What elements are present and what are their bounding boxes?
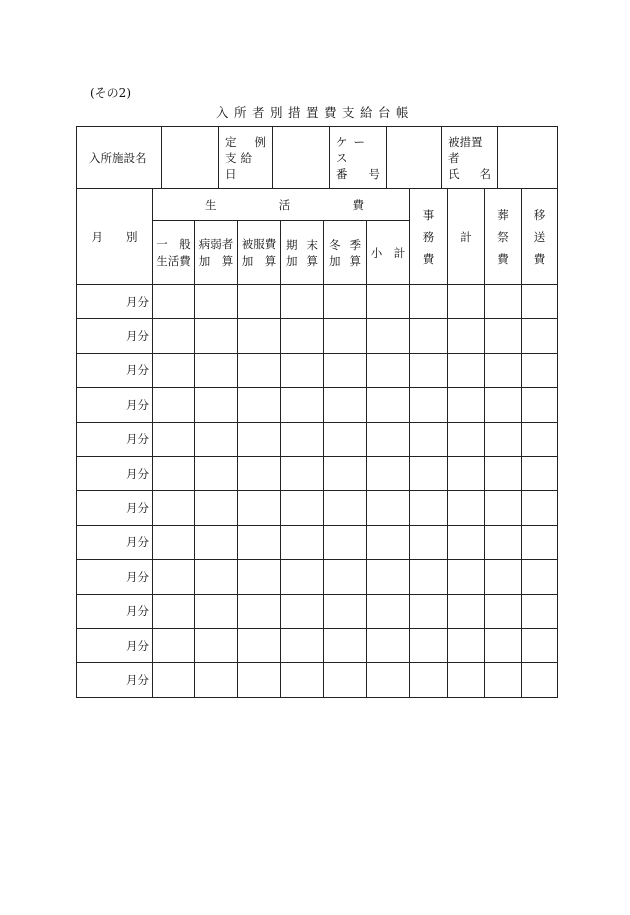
subtotal-cell[interactable] xyxy=(367,663,410,697)
sick-addition-cell[interactable] xyxy=(195,285,238,319)
winter-addition-cell[interactable] xyxy=(324,456,367,490)
total-cell[interactable] xyxy=(448,663,485,697)
transfer-expense-header: 移 送 費 xyxy=(522,189,558,285)
general-living-cell[interactable] xyxy=(153,525,195,559)
ledger-table xyxy=(76,188,558,698)
subtotal-cell[interactable] xyxy=(367,491,410,525)
subtotal-cell[interactable] xyxy=(367,353,410,387)
yearend-addition-cell[interactable] xyxy=(281,525,324,559)
transfer-expense-cell[interactable] xyxy=(522,422,558,456)
month-row-label: 月分 xyxy=(77,628,153,662)
total-cell[interactable] xyxy=(448,388,485,422)
living-expenses-header: 生 活 費 xyxy=(153,189,410,221)
winter-addition-cell[interactable] xyxy=(324,285,367,319)
funeral-expense-cell[interactable] xyxy=(485,594,522,628)
subtotal-cell[interactable] xyxy=(367,560,410,594)
clothing-addition-cell[interactable] xyxy=(238,285,281,319)
month-row-label: 月分 xyxy=(77,456,153,490)
general-living-cell[interactable] xyxy=(153,422,195,456)
table-row xyxy=(77,628,558,662)
month-row-label: 月分 xyxy=(77,422,153,456)
subtotal-cell[interactable] xyxy=(367,525,410,559)
table-row xyxy=(77,422,558,456)
transfer-expense-cell[interactable] xyxy=(522,560,558,594)
subtotal-cell[interactable] xyxy=(367,319,410,353)
funeral-expense-cell[interactable] xyxy=(485,491,522,525)
total-cell[interactable] xyxy=(448,491,485,525)
yearend-addition-cell[interactable] xyxy=(281,353,324,387)
total-header: 計 xyxy=(448,189,485,285)
clothing-addition-cell[interactable] xyxy=(238,560,281,594)
total-cell[interactable] xyxy=(448,422,485,456)
transfer-expense-cell[interactable] xyxy=(522,594,558,628)
facility-name-field[interactable] xyxy=(162,127,219,189)
clothing-addition-cell[interactable] xyxy=(238,491,281,525)
total-cell[interactable] xyxy=(448,628,485,662)
funeral-expense-header: 葬 祭 費 xyxy=(485,189,522,285)
funeral-expense-cell[interactable] xyxy=(485,560,522,594)
yearend-addition-header: 期 末 加 算 xyxy=(281,221,324,285)
payday-label: 定 例 支給日 xyxy=(219,127,273,189)
transfer-expense-cell[interactable] xyxy=(522,628,558,662)
transfer-expense-cell[interactable] xyxy=(522,491,558,525)
office-expense-cell[interactable] xyxy=(410,456,448,490)
month-row-label: 月分 xyxy=(77,525,153,559)
winter-addition-cell[interactable] xyxy=(324,663,367,697)
subtotal-header: 小 計 xyxy=(367,221,410,285)
transfer-expense-cell[interactable] xyxy=(522,388,558,422)
subtotal-cell[interactable] xyxy=(367,422,410,456)
month-column-header: 月 別 xyxy=(77,189,153,285)
transfer-expense-cell[interactable] xyxy=(522,319,558,353)
funeral-expense-cell[interactable] xyxy=(485,388,522,422)
table-row xyxy=(77,353,558,387)
transfer-expense-cell[interactable] xyxy=(522,353,558,387)
total-cell[interactable] xyxy=(448,456,485,490)
case-number-label: ケース 番 号 xyxy=(330,127,387,189)
general-living-cell[interactable] xyxy=(153,491,195,525)
clothing-addition-cell[interactable] xyxy=(238,628,281,662)
facility-name-label: 入所施設名 xyxy=(77,127,162,189)
general-living-cell[interactable] xyxy=(153,319,195,353)
sick-addition-cell[interactable] xyxy=(195,456,238,490)
transfer-expense-cell[interactable] xyxy=(522,663,558,697)
office-expense-header: 事 務 費 xyxy=(410,189,448,285)
office-expense-cell[interactable] xyxy=(410,353,448,387)
winter-addition-cell[interactable] xyxy=(324,628,367,662)
clothing-addition-cell[interactable] xyxy=(238,353,281,387)
month-row-label: 月分 xyxy=(77,491,153,525)
total-cell[interactable] xyxy=(448,319,485,353)
sick-addition-cell[interactable] xyxy=(195,319,238,353)
general-living-header: 一 般 生活費 xyxy=(153,221,195,285)
funeral-expense-cell[interactable] xyxy=(485,456,522,490)
clothing-addition-cell[interactable] xyxy=(238,456,281,490)
table-row xyxy=(77,560,558,594)
month-row-label: 月分 xyxy=(77,388,153,422)
yearend-addition-cell[interactable] xyxy=(281,628,324,662)
winter-addition-cell[interactable] xyxy=(324,525,367,559)
clothing-addition-cell[interactable] xyxy=(238,422,281,456)
general-living-cell[interactable] xyxy=(153,594,195,628)
subtotal-cell[interactable] xyxy=(367,456,410,490)
yearend-addition-cell[interactable] xyxy=(281,319,324,353)
month-row-label: 月分 xyxy=(77,560,153,594)
winter-addition-cell[interactable] xyxy=(324,594,367,628)
sick-addition-cell[interactable] xyxy=(195,491,238,525)
total-cell[interactable] xyxy=(448,353,485,387)
funeral-expense-cell[interactable] xyxy=(485,353,522,387)
yearend-addition-cell[interactable] xyxy=(281,560,324,594)
month-row-label: 月分 xyxy=(77,285,153,319)
clothing-addition-cell[interactable] xyxy=(238,388,281,422)
clothing-addition-cell[interactable] xyxy=(238,525,281,559)
table-row xyxy=(77,388,558,422)
yearend-addition-cell[interactable] xyxy=(281,491,324,525)
funeral-expense-cell[interactable] xyxy=(485,663,522,697)
table-row xyxy=(77,663,558,697)
yearend-addition-cell[interactable] xyxy=(281,663,324,697)
table-row xyxy=(77,285,558,319)
total-cell[interactable] xyxy=(448,560,485,594)
sick-addition-cell[interactable] xyxy=(195,628,238,662)
header-info-table xyxy=(76,126,558,189)
yearend-addition-cell[interactable] xyxy=(281,388,324,422)
sick-addition-cell[interactable] xyxy=(195,422,238,456)
office-expense-cell[interactable] xyxy=(410,525,448,559)
general-living-cell[interactable] xyxy=(153,663,195,697)
winter-addition-cell[interactable] xyxy=(324,491,367,525)
winter-addition-cell[interactable] xyxy=(324,388,367,422)
yearend-addition-cell[interactable] xyxy=(281,285,324,319)
total-cell[interactable] xyxy=(448,525,485,559)
sick-addition-cell[interactable] xyxy=(195,663,238,697)
month-row-label: 月分 xyxy=(77,594,153,628)
transfer-expense-cell[interactable] xyxy=(522,456,558,490)
winter-addition-cell[interactable] xyxy=(324,422,367,456)
transfer-expense-cell[interactable] xyxy=(522,525,558,559)
sick-addition-header: 病弱者 加 算 xyxy=(195,221,238,285)
yearend-addition-cell[interactable] xyxy=(281,594,324,628)
general-living-cell[interactable] xyxy=(153,285,195,319)
office-expense-cell[interactable] xyxy=(410,663,448,697)
transfer-expense-cell[interactable] xyxy=(522,285,558,319)
sick-addition-cell[interactable] xyxy=(195,353,238,387)
general-living-cell[interactable] xyxy=(153,628,195,662)
clothing-addition-cell[interactable] xyxy=(238,663,281,697)
total-cell[interactable] xyxy=(448,594,485,628)
sick-addition-cell[interactable] xyxy=(195,388,238,422)
form-number-note: (その2) xyxy=(90,86,131,100)
month-row-label: 月分 xyxy=(77,663,153,697)
clothing-addition-header: 被服費 加 算 xyxy=(238,221,281,285)
table-row xyxy=(77,525,558,559)
month-row-label: 月分 xyxy=(77,353,153,387)
clothing-addition-cell[interactable] xyxy=(238,319,281,353)
table-row xyxy=(77,491,558,525)
funeral-expense-cell[interactable] xyxy=(485,319,522,353)
month-row-label: 月分 xyxy=(77,319,153,353)
total-cell[interactable] xyxy=(448,285,485,319)
funeral-expense-cell[interactable] xyxy=(485,628,522,662)
winter-addition-cell[interactable] xyxy=(324,560,367,594)
general-living-cell[interactable] xyxy=(153,388,195,422)
winter-addition-cell[interactable] xyxy=(324,353,367,387)
sick-addition-cell[interactable] xyxy=(195,594,238,628)
case-number-field[interactable] xyxy=(387,127,442,189)
office-expense-cell[interactable] xyxy=(410,628,448,662)
office-expense-cell[interactable] xyxy=(410,560,448,594)
yearend-addition-cell[interactable] xyxy=(281,456,324,490)
document-title: 入所者別措置費支給台帳 xyxy=(215,105,414,120)
office-expense-cell[interactable] xyxy=(410,319,448,353)
table-row xyxy=(77,319,558,353)
office-expense-cell[interactable] xyxy=(410,285,448,319)
general-living-cell[interactable] xyxy=(153,353,195,387)
winter-addition-cell[interactable] xyxy=(324,319,367,353)
funeral-expense-cell[interactable] xyxy=(485,525,522,559)
table-row xyxy=(77,594,558,628)
office-expense-cell[interactable] xyxy=(410,594,448,628)
office-expense-cell[interactable] xyxy=(410,422,448,456)
person-name-field[interactable] xyxy=(498,127,558,189)
funeral-expense-cell[interactable] xyxy=(485,285,522,319)
person-name-label: 被措置者 氏 名 xyxy=(442,127,498,189)
general-living-cell[interactable] xyxy=(153,456,195,490)
subtotal-cell[interactable] xyxy=(367,388,410,422)
subtotal-cell[interactable] xyxy=(367,285,410,319)
sick-addition-cell[interactable] xyxy=(195,560,238,594)
sick-addition-cell[interactable] xyxy=(195,525,238,559)
winter-addition-header: 冬 季 加 算 xyxy=(324,221,367,285)
table-row xyxy=(77,456,558,490)
general-living-cell[interactable] xyxy=(153,560,195,594)
payday-field[interactable] xyxy=(273,127,330,189)
office-expense-cell[interactable] xyxy=(410,491,448,525)
funeral-expense-cell[interactable] xyxy=(485,422,522,456)
clothing-addition-cell[interactable] xyxy=(238,594,281,628)
office-expense-cell[interactable] xyxy=(410,388,448,422)
yearend-addition-cell[interactable] xyxy=(281,422,324,456)
subtotal-cell[interactable] xyxy=(367,594,410,628)
subtotal-cell[interactable] xyxy=(367,628,410,662)
